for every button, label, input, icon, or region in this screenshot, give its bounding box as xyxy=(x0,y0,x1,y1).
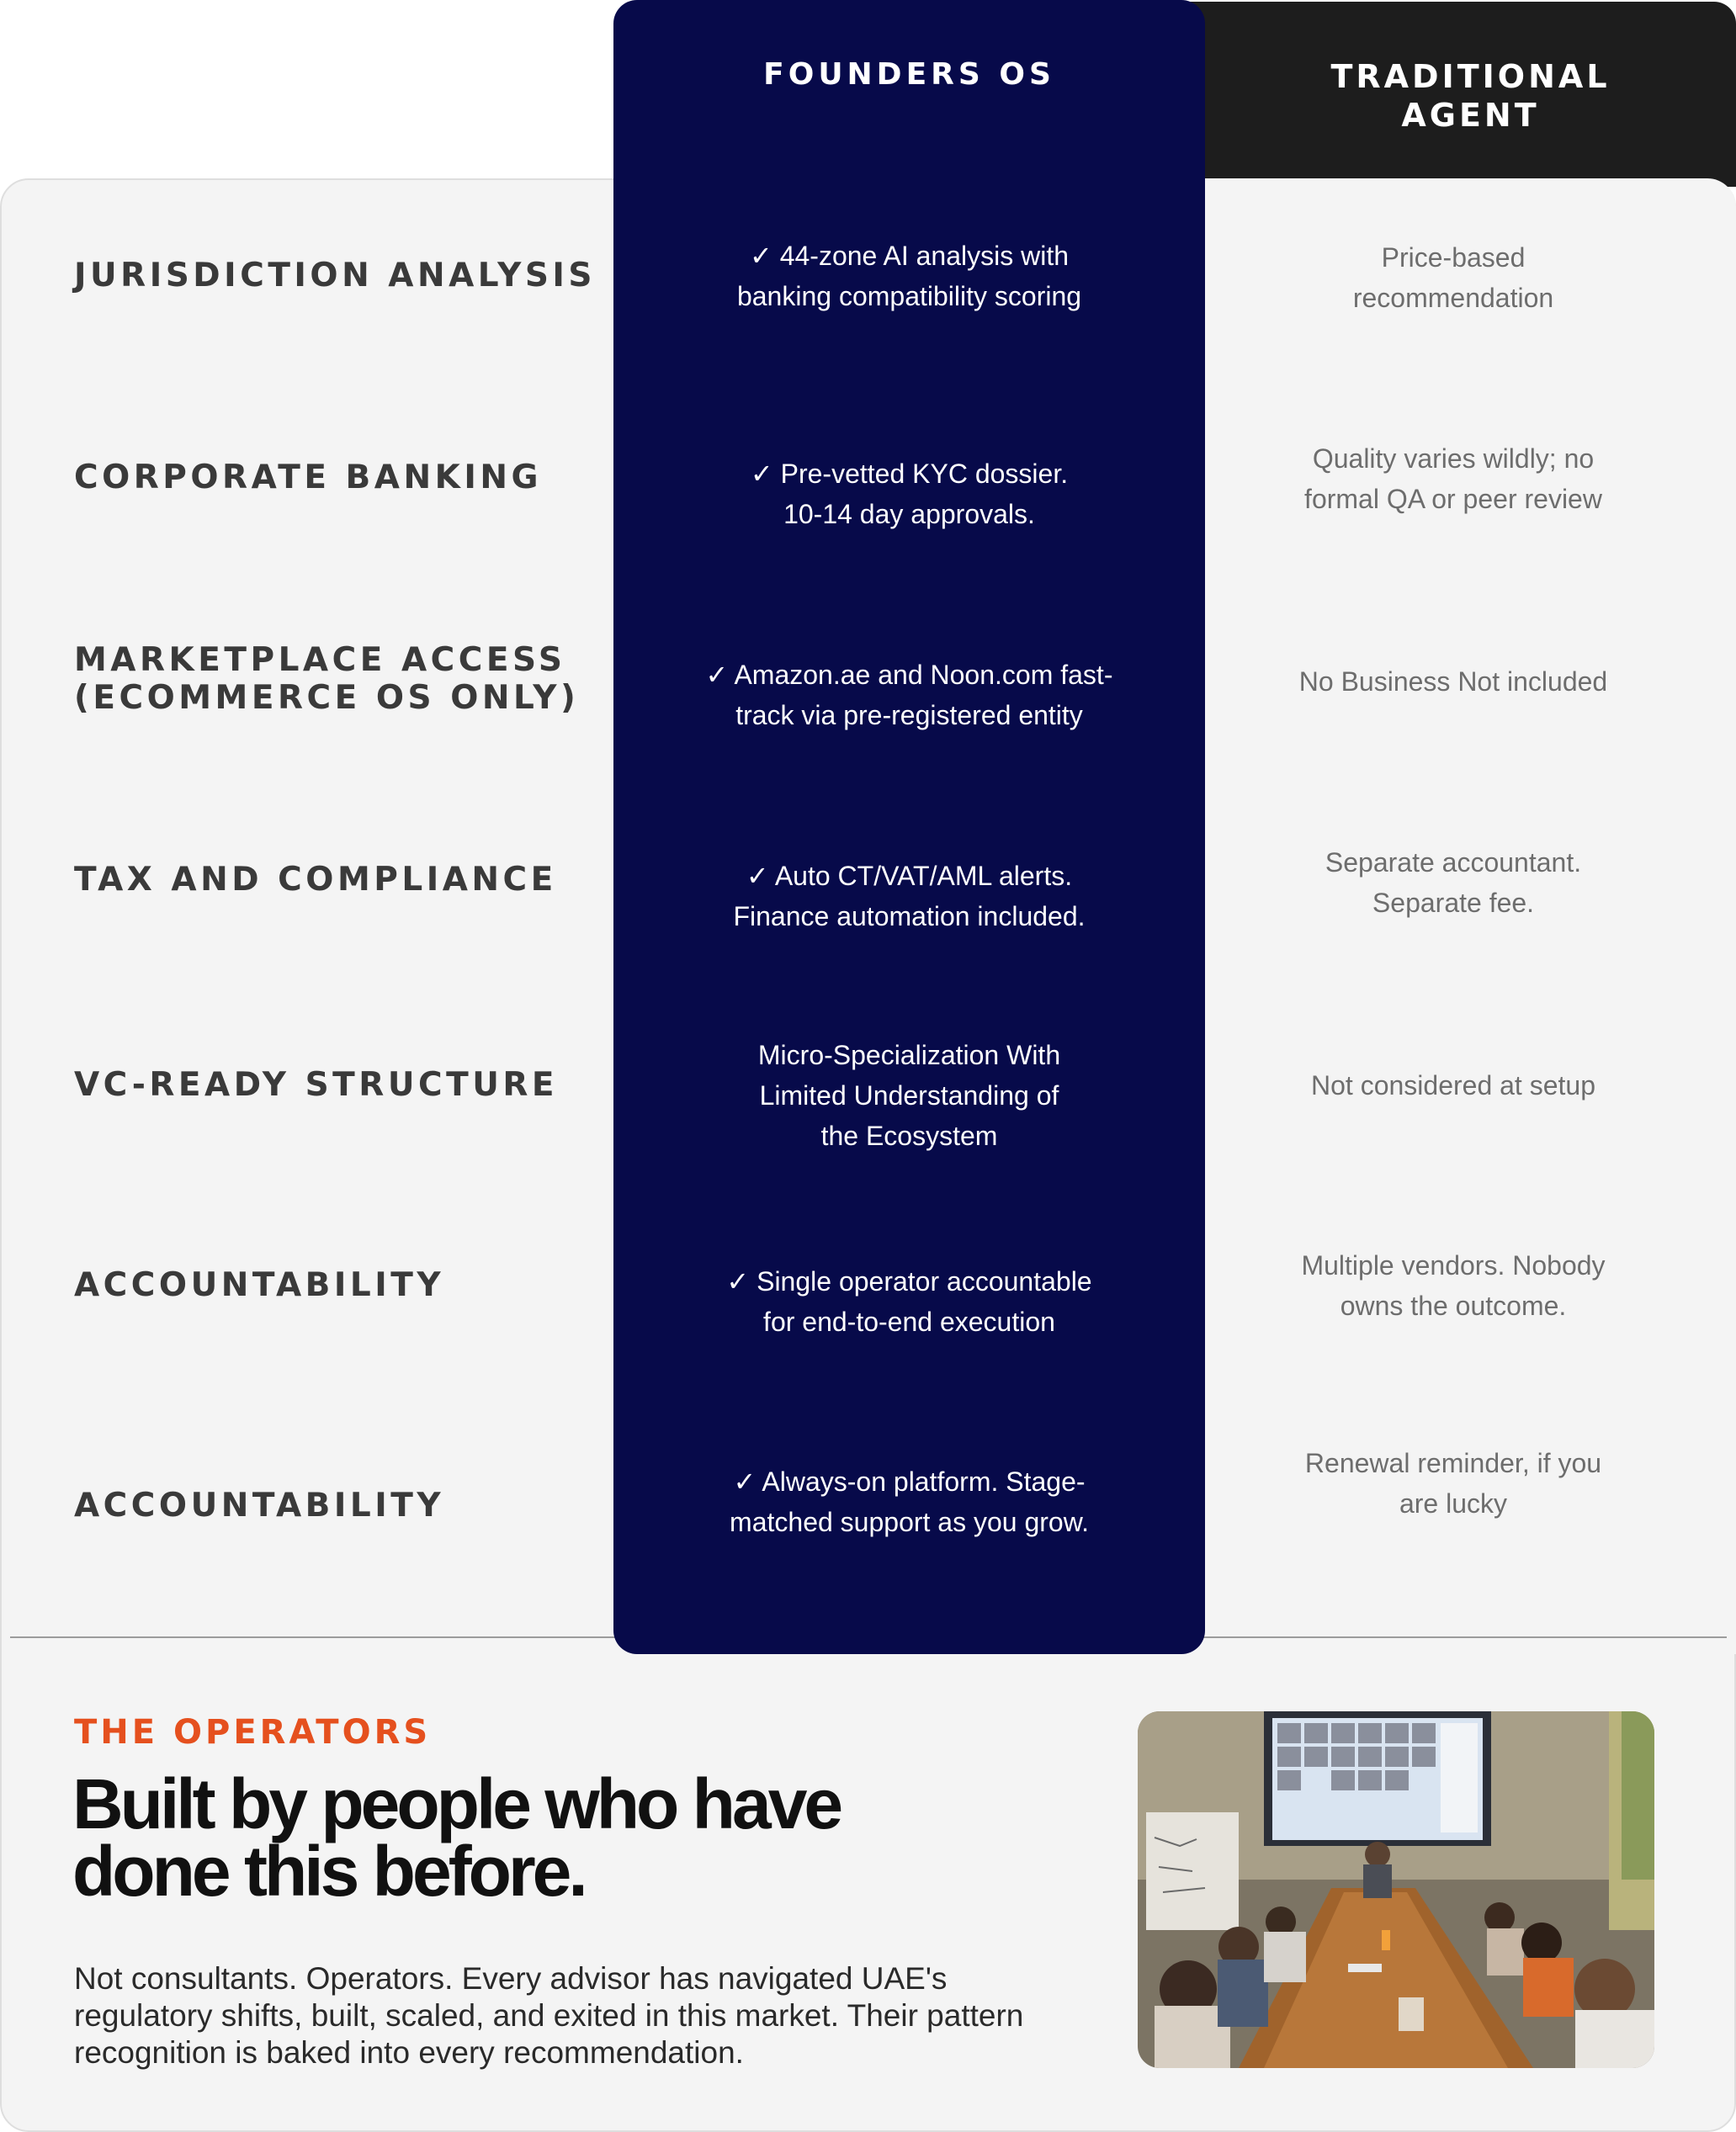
operators-headline: Built by people who have done this before. xyxy=(72,1764,841,1911)
founders-cell-accountability: ✓ Single operator accountable for end-to-end execution xyxy=(726,1266,1092,1337)
traditional-cell-marketplace-access: No Business Not included xyxy=(1298,666,1608,697)
founders-cell-tax-compliance: ✓ Auto CT/VAT/AML alerts. Finance automation included. xyxy=(733,861,1086,931)
row-label-accountability-2: ACCOUNTABILITY xyxy=(74,1487,445,1525)
row-label-jurisdiction: JURISDICTION ANALYSIS xyxy=(74,257,597,294)
founders-cell-jurisdiction: ✓ 44-zone AI analysis with banking compatibility scoring xyxy=(736,241,1082,311)
row-label-accountability: ACCOUNTABILITY xyxy=(74,1266,445,1304)
operators-body: Not consultants. Operators. Every advisor has navigated UAE's regulatory shifts, built, scaled, and exited in this market. Their pattern recognition is baked into every recommendation. xyxy=(74,1961,1024,2070)
founders-cell-marketplace-access: ✓ Amazon.ae and Noon.com fast- track via pre-registered entity xyxy=(705,660,1113,730)
row-label-vc-ready: VC-READY STRUCTURE xyxy=(74,1066,559,1104)
traditional-cell-accountability: Multiple vendors. Nobody owns the outcome. xyxy=(1301,1250,1606,1321)
traditional-cell-tax-compliance: Separate accountant. Separate fee. xyxy=(1325,847,1582,918)
traditional-cell-jurisdiction: Price-based recommendation xyxy=(1352,242,1554,313)
founders-cell-accountability-2: ✓ Always-on platform. Stage- matched support as you grow. xyxy=(730,1466,1089,1537)
founders-cell-corporate-banking: ✓ Pre-vetted KYC dossier. 10-14 day approvals. xyxy=(750,459,1069,529)
row-label-corporate-banking: CORPORATE BANKING xyxy=(74,459,542,496)
row-label-marketplace-access: MARKETPLACE ACCESS (ECOMMERCE OS ONLY) xyxy=(74,641,580,717)
traditional-cell-accountability-2: Renewal reminder, if you are lucky xyxy=(1304,1448,1602,1519)
founders-os-logo: FOUNDERS OS xyxy=(763,57,1055,92)
traditional-cell-vc-ready: Not considered at setup xyxy=(1311,1070,1595,1100)
traditional-agent-title: TRADITIONAL AGENT xyxy=(1330,58,1611,134)
operators-eyebrow: THE OPERATORS xyxy=(74,1713,432,1752)
team-meeting-photo xyxy=(1138,1711,1654,2068)
founders-cell-vc-ready: Micro-Specialization With Limited Understanding of the Ecosystem xyxy=(757,1040,1061,1151)
traditional-cell-corporate-banking: Quality varies wildly; no formal QA or peer review xyxy=(1304,443,1602,514)
row-label-tax-compliance: TAX AND COMPLIANCE xyxy=(74,861,557,899)
traditional-agent-header xyxy=(1178,2,1736,187)
